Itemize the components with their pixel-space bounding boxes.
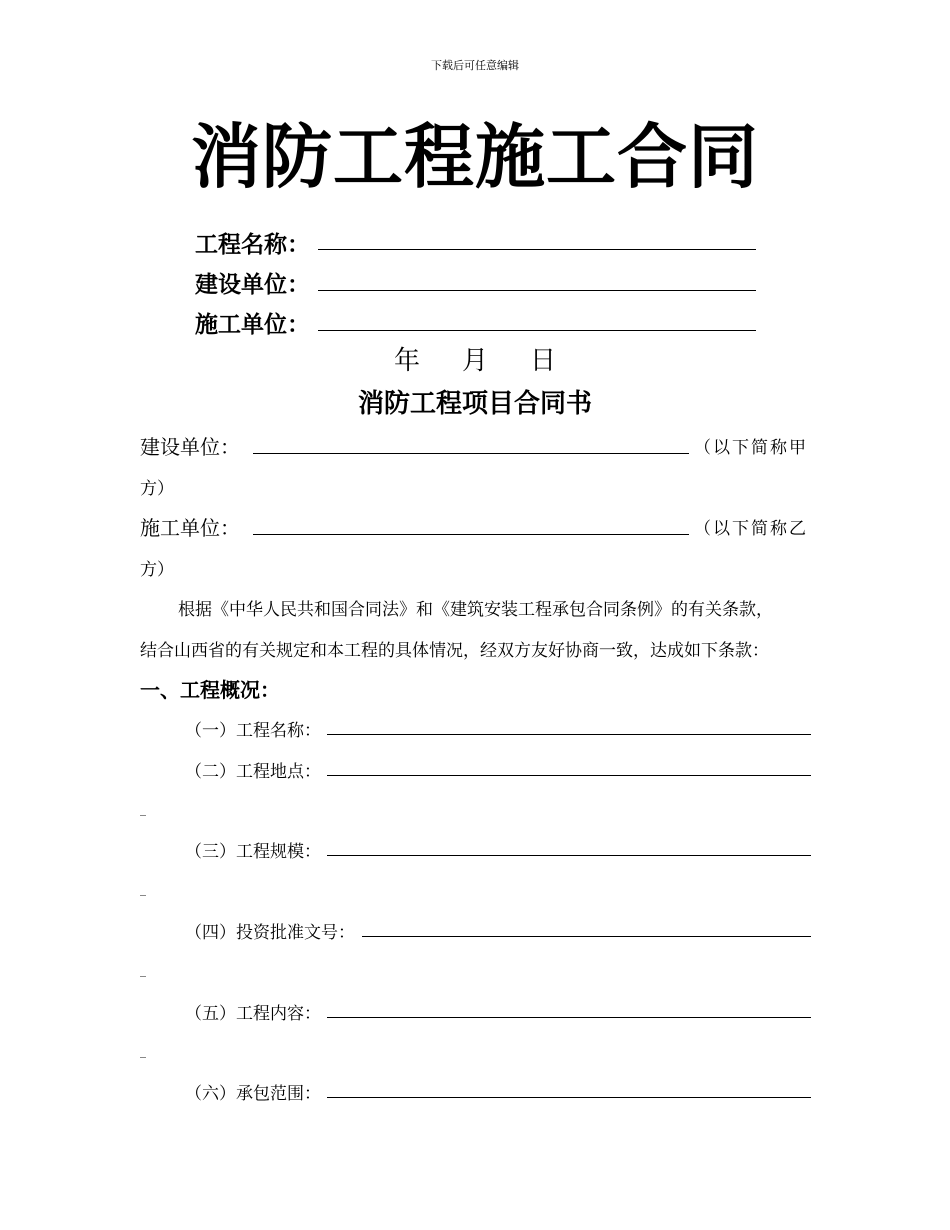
document-title: 消防工程施工合同 bbox=[191, 116, 759, 198]
party-a-blank[interactable] bbox=[253, 453, 689, 454]
date-day: 日 bbox=[530, 346, 557, 376]
item-2-blank[interactable] bbox=[327, 775, 811, 776]
date-line bbox=[0, 340, 950, 377]
item-5-label: （五）工程内容： bbox=[185, 1004, 321, 1024]
intro-line-2: 结合山西省的有关规定和本工程的具体情况，经双方友好协商一致，达成如下条款： bbox=[140, 641, 769, 661]
item-6-blank[interactable] bbox=[327, 1097, 811, 1098]
date-month: 月 bbox=[461, 346, 488, 376]
cover-blank-contractor[interactable] bbox=[318, 330, 756, 331]
party-b-label: 施工单位： bbox=[140, 516, 240, 540]
date-year: 年 bbox=[393, 346, 420, 376]
header-note: 下载后可任意编辑 bbox=[431, 59, 519, 72]
document-subtitle: 消防工程项目合同书 bbox=[357, 389, 592, 419]
cover-label-owner: 建设单位： bbox=[195, 272, 310, 298]
item-3-label: （三）工程规模： bbox=[185, 842, 321, 862]
party-b-blank[interactable] bbox=[253, 534, 689, 535]
item-2-wrap: _ bbox=[140, 802, 146, 816]
cover-blank-project-name[interactable] bbox=[318, 249, 756, 250]
item-3-blank[interactable] bbox=[327, 855, 811, 856]
party-b-suffix: （以下简称乙 bbox=[694, 519, 808, 539]
item-2-label: （二）工程地点： bbox=[185, 762, 321, 782]
item-5-blank[interactable] bbox=[327, 1017, 811, 1018]
item-1-blank[interactable] bbox=[327, 734, 811, 735]
cover-blank-owner[interactable] bbox=[318, 290, 756, 291]
item-1-label: （一）工程名称： bbox=[185, 721, 321, 741]
party-b-wrap: 方） bbox=[140, 560, 174, 580]
section-1-title: 一、工程概况： bbox=[140, 678, 280, 702]
item-5-wrap: _ bbox=[140, 1044, 146, 1058]
party-a-wrap: 方） bbox=[140, 479, 174, 499]
party-a-suffix: （以下简称甲 bbox=[694, 438, 808, 458]
cover-label-contractor: 施工单位： bbox=[195, 312, 310, 338]
item-6-label: （六）承包范围： bbox=[185, 1084, 321, 1104]
item-4-label: （四）投资批准文号： bbox=[185, 923, 355, 943]
item-4-blank[interactable] bbox=[362, 936, 811, 937]
item-3-wrap: _ bbox=[140, 882, 146, 896]
item-4-wrap: _ bbox=[140, 963, 146, 977]
party-a-label: 建设单位： bbox=[140, 435, 240, 459]
cover-label-project-name: 工程名称： bbox=[195, 232, 310, 258]
intro-line-1: 根据《中华人民共和国合同法》和《建筑安装工程承包合同条例》的有关条款， bbox=[178, 600, 773, 620]
